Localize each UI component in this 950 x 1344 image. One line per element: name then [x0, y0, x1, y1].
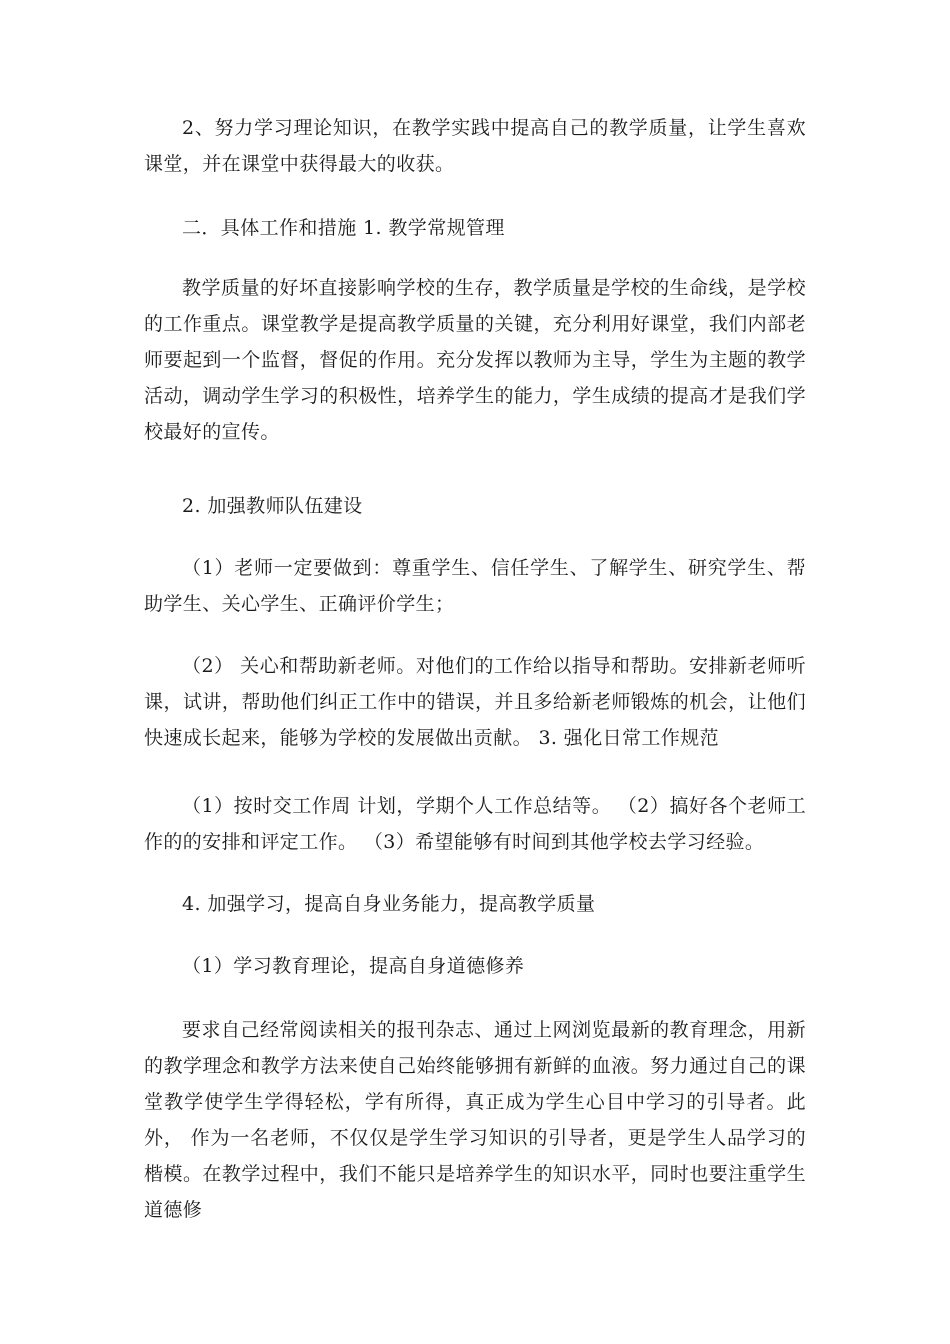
- section-heading-measures: 二．具体工作和措施 1. 教学常规管理: [182, 217, 505, 239]
- subheading-education-theory: （1）学习教育理论，提高自身道德修养: [182, 955, 525, 977]
- paragraph-self-study: 要求自己经常阅读相关的报刊杂志、通过上网浏览最新的教育理念，用新的教学理念和教学方法来使自己始终能够拥有新鲜的血液。努力通过自己的课堂教学使学生学得轻松，学有所得，真正成为学生心目中学习的引导者。此外， 作为一名老师，不仅仅是学生学习知识的引导者，更是学生人品学习的楷模。在教学过程中，我们不能只是培养学生的知识水平，同时也要注重学生道德修: [144, 1019, 806, 1221]
- paragraph-teaching-quality: 教学质量的好坏直接影响学校的生存，教学质量是学校的生命线，是学校的工作重点。课堂教学是提高教学质量的关键，充分利用好课堂，我们内部老师要起到一个监督，督促的作用。充分发挥以教师为主导，学生为主题的教学活动，调动学生学习的积极性，培养学生的能力，学生成绩的提高才是我们学校最好的宣传。: [144, 277, 806, 443]
- paragraph-teacher-duties: （1）老师一定要做到：尊重学生、信任学生、了解学生、研究学生、帮助学生、关心学生、正确评价学生；: [144, 557, 806, 615]
- subheading-strengthen-learning: 4. 加强学习，提高自身业务能力，提高教学质量: [182, 893, 596, 915]
- paragraph-goal-2: 2、努力学习理论知识，在教学实践中提高自己的教学质量，让学生喜欢课堂，并在课堂中获得最大的收获。: [144, 117, 806, 175]
- paragraph-daily-work: （1）按时交工作周 计划，学期个人工作总结等。 （2）搞好各个老师工作的的安排和评定工作。 （3）希望能够有时间到其他学校去学习经验。: [144, 795, 806, 853]
- subheading-teacher-team: 2. 加强教师队伍建设: [182, 495, 363, 517]
- paragraph-new-teachers: （2） 关心和帮助新老师。对他们的工作给以指导和帮助。安排新老师听课，试讲，帮助他们纠正工作中的错误，并且多给新老师锻炼的机会，让他们快速成长起来，能够为学校的发展做出贡献。 3. 强化日常工作规范: [144, 655, 806, 749]
